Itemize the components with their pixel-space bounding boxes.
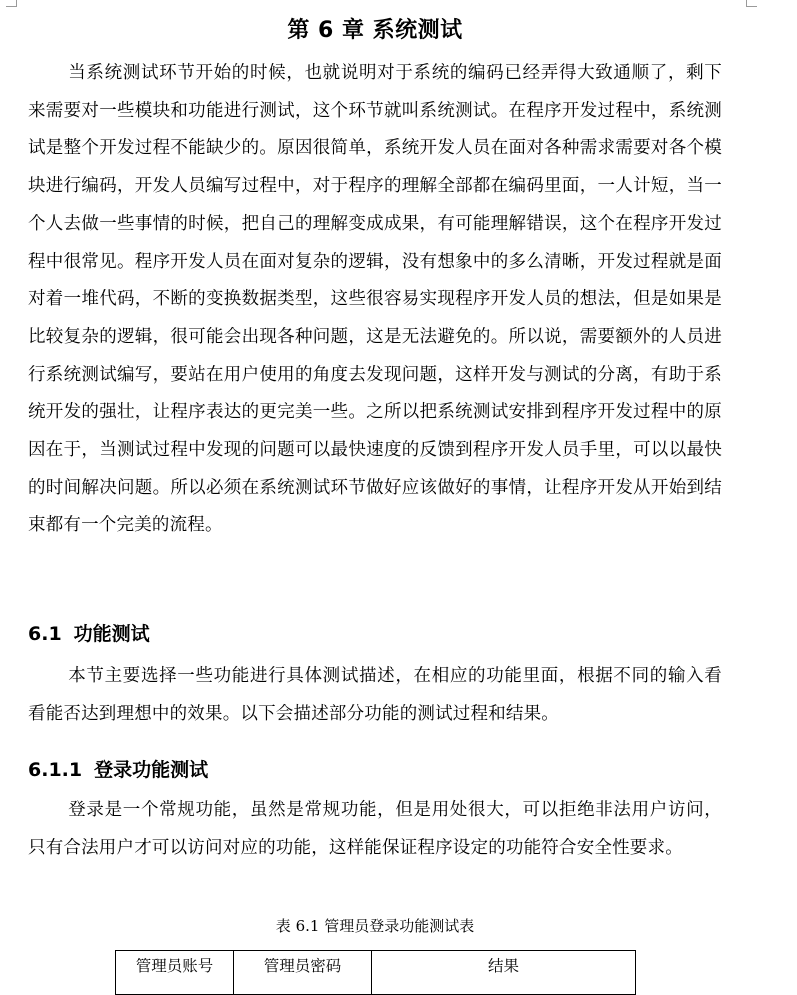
login-test-table	[115, 950, 636, 995]
corner-crop-mark	[746, 0, 757, 7]
section-number: 6.1	[28, 623, 62, 645]
section-title: 功能测试	[73, 623, 150, 645]
section-heading-6-1	[28, 619, 150, 649]
chapter-title: 第 6 章 系统测试	[287, 18, 463, 43]
header-admin-password: 管理员密码	[234, 951, 372, 995]
intro-paragraph: 当系统测试环节开始的时候，也就说明对于系统的编码已经弄得大致通顺了，剩下来需要对一些模块和功能进行测试，这个环节就叫系统测试。在程序开发过程中，系统测试是整个开发过程不能缺少的。原因很简单，系统开发人员在面对各种需求需要对各个模块进行编码，开发人员编写过程中，对于程序的理解全部都在编码里面，一人计短，当一个人去做一些事情的时候，把自己的理解变成成果，有可能理解错误，这个在程序开发过程中很常见。程序开发人员在面对复杂的逻辑，没有想象中的多么清晰，开发过程就是面对着一堆代码，不断的变换数据类型，这些很容易实现程序开发人员的想法，但是如果是比较复杂的逻辑，很可能会出现各种问题，这是无法避免的。所以说，需要额外的人员进行系统测试编写，要站在用户使用的角度去发现问题，这样开发与测试的分离，有助于系统开发的强壮，让程序表达的更完美一些。之所以把系统测试安排到程序开发过程中的原因在于，当测试过程中发现的问题可以最快速度的反馈到程序开发人员手里，可以以最快的时间解决问题。所以必须在系统测试环节做好应该做好的事情，让程序开发从开始到结束都有一个完美的流程。	[28, 63, 722, 536]
header-result: 结果	[372, 951, 636, 995]
section-heading-6-1-1	[28, 755, 208, 785]
section-6-1-paragraph: 本节主要选择一些功能进行具体测试描述，在相应的功能里面，根据不同的输入看看能否达到理想中的效果。以下会描述部分功能的测试过程和结果。	[28, 666, 722, 724]
section-6-1-1-paragraph: 登录是一个常规功能，虽然是常规功能，但是用处很大，可以拒绝非法用户访问，只有合法用户才可以访问对应的功能，这样能保证程序设定的功能符合安全性要求。	[28, 800, 722, 858]
header-admin-account: 管理员账号	[116, 951, 234, 995]
subsection-title: 登录功能测试	[94, 759, 209, 781]
corner-crop-mark	[6, 0, 17, 7]
subsection-number: 6.1.1	[28, 759, 83, 781]
table-caption: 表 6.1 管理员登录功能测试表	[275, 917, 475, 935]
table-header-row	[116, 951, 636, 995]
